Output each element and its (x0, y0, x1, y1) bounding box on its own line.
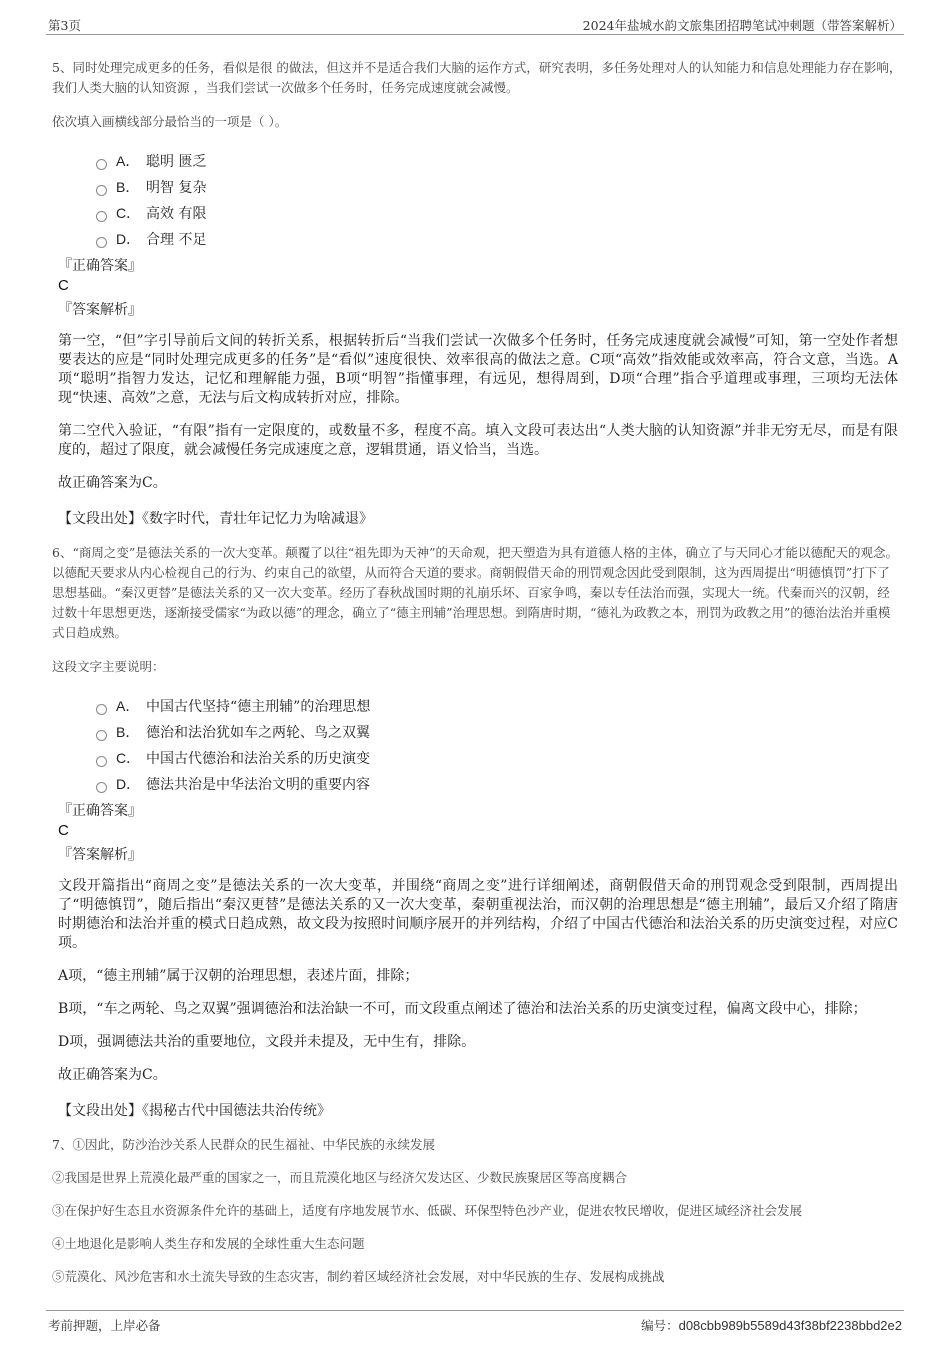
analysis-label: 『答案解析』 (58, 302, 142, 318)
question-prompt: 依次填入画横线部分最恰当的一项是（ ）。 (52, 114, 288, 129)
page-header (46, 12, 904, 35)
sentence-item: ⑤荒漠化、风沙危害和水土流失导致的生态灾害，制约着区域经济社会发展，对中华民族的生存、发展构成挑战 (52, 1269, 665, 1284)
radio-icon[interactable] (96, 159, 107, 170)
option-list (96, 148, 902, 252)
page-number: 第3页 (48, 18, 81, 33)
radio-icon[interactable] (96, 704, 107, 715)
analysis-paragraph: 故正确答案为C。 (58, 1067, 167, 1083)
option-b[interactable]: B． 德治和法治犹如车之两轮、鸟之双翼 (96, 719, 902, 745)
question-5 (52, 58, 902, 529)
analysis-paragraph: B项，“车之两轮、鸟之双翼”强调德治和法治缺一不可，而文段重点阐述了德治和法治关系的历史演变过程，偏离文段中心，排除； (58, 1001, 867, 1017)
question-text: 6、“商周之变”是德法关系的一次大变革。颠覆了以往“祖先即为天神”的天命观，把天塑造为具有道德人格的主体，确立了与天同心才能以德配天的观念。以德配天要求从内心检视自己的行为、约束自己的欲望，从而符合天道的要求。商朝假借天命的刑罚观念因此受到限制，这为西周提出“明德慎罚”打下了思想基础。“秦汉更替”是德法关系的又一次大变革。经历了春秋战国时期的礼崩乐坏、百家争鸣，秦以专任法治而强，实现大一统。代秦而兴的汉朝，经过数十年思想更迭，逐渐接受儒家“为政以德”的理念，确立了“德主刑辅”治理思想。到隋唐时期，“德礼为政教之本，刑罚为政教之用”的德治法治并重模式日趋成熟。 (52, 545, 899, 640)
question-prompt: 这段文字主要说明： (52, 659, 165, 674)
sentence-item: ③在保护好生态且水资源条件允许的基础上，适度有序地发展节水、低碳、环保型特色沙产业，促进农牧民增收，促进区域经济社会发展 (52, 1203, 803, 1218)
sentence-item: 7、①因此，防沙治沙关系人民群众的民生福祉、中华民族的永续发展 (52, 1137, 435, 1152)
sentence-item: ②我国是世界上荒漠化最严重的国家之一，而且荒漠化地区与经济欠发达区、少数民族聚居区等高度耦合 (52, 1170, 628, 1185)
option-d[interactable]: D． 合理 不足 (96, 226, 902, 252)
option-c[interactable]: C． 中国古代德治和法治关系的历史演变 (96, 745, 902, 771)
option-b[interactable]: B． 明智 复杂 (96, 174, 902, 200)
radio-icon[interactable] (96, 756, 107, 767)
page-footer (46, 1310, 904, 1333)
analysis-label: 『答案解析』 (58, 847, 142, 863)
question-7 (52, 1135, 902, 1287)
source-citation: 【文段出处】《揭秘古代中国德法共治传统》 (58, 1103, 331, 1119)
analysis-paragraph: D项，强调德法共治的重要地位，文段并未提及，无中生有，排除。 (58, 1034, 476, 1050)
document-id (641, 1316, 902, 1334)
footer-slogan: 考前押题，上岸必备 (48, 1318, 161, 1333)
answer-label: 『正确答案』 (58, 258, 142, 274)
document-title: 2024年盐城水韵文旅集团招聘笔试冲刺题（带答案解析） (582, 18, 902, 33)
radio-icon[interactable] (96, 237, 107, 248)
radio-icon[interactable] (96, 730, 107, 741)
question-text: 5、同时处理完成更多的任务，看似是很 的做法，但这并不是适合我们大脑的运作方式，研究表明，多任务处理对人的认知能力和信息处理能力存在影响，我们人类大脑的认知资源 ，当我们尝试一次做多个任务时，任务完成速度就会减慢。 (52, 60, 902, 95)
radio-icon[interactable] (96, 782, 107, 793)
document-body (52, 50, 902, 1287)
document-id-value: d08cbb989b5589d43f38bf2238bbd2e2 (678, 1318, 902, 1333)
question-6 (52, 543, 902, 1121)
analysis-paragraph: 文段开篇指出“商周之变”是德法关系的一次大变革，并围绕“商周之变”进行详细阐述，商朝假借天命的刑罚观念受到限制，西周提出了“明德慎罚”，随后指出“秦汉更替”是德法关系的又一次大变革，秦朝重视法治，而汉朝的治理思想是“德主刑辅”，最后又介绍了隋唐时期德治和法治并重的模式日趋成熟，故文段为按照时间顺序展开的并列结构，介绍了中国古代德治和法治关系的历史演变过程，对应C项。 (58, 878, 898, 951)
option-list (96, 693, 902, 797)
radio-icon[interactable] (96, 185, 107, 196)
analysis-paragraph: 第一空，“但”字引导前后文间的转折关系，根据转折后“当我们尝试一次做多个任务时，任务完成速度就会减慢”可知，第一空处作者想要表达的应是“同时处理完成更多的任务”是“看似”速度很快、效率很高的做法之意。C项“高效”指效能或效率高，符合文意，当选。A项“聪明”指智力发达，记忆和理解能力强，B项“明智”指懂事理，有远见，想得周到，D项“合理”指合乎道理或事理，三项均无法体现“快速、高效”之意，无法与后文构成转折对应，排除。 (58, 333, 898, 406)
option-d[interactable]: D． 德法共治是中华法治文明的重要内容 (96, 771, 902, 797)
analysis-paragraph: A项，“德主刑辅”属于汉朝的治理思想，表述片面，排除； (58, 968, 419, 984)
option-c[interactable]: C． 高效 有限 (96, 200, 902, 226)
document-id-label: 编号： (641, 1318, 679, 1333)
source-citation: 【文段出处】《数字时代，青壮年记忆力为啥减退》 (58, 511, 373, 527)
sentence-item: ④土地退化是影响人类生存和发展的全球性重大生态问题 (52, 1236, 365, 1251)
option-a[interactable]: A． 中国古代坚持“德主刑辅”的治理思想 (96, 693, 902, 719)
answer-value: C (58, 277, 69, 294)
answer-label: 『正确答案』 (58, 803, 142, 819)
analysis-paragraph: 第二空代入验证，“有限”指有一定限度的，或数量不多，程度不高。填入文段可表达出“人类大脑的认知资源”并非无穷无尽，而是有限度的，超过了限度，就会减慢任务完成速度之意，逻辑贯通，语义恰当，当选。 (58, 423, 898, 458)
option-a[interactable]: A． 聪明 匮乏 (96, 148, 902, 174)
answer-value: C (58, 822, 69, 839)
analysis-paragraph: 故正确答案为C。 (58, 475, 167, 491)
radio-icon[interactable] (96, 211, 107, 222)
